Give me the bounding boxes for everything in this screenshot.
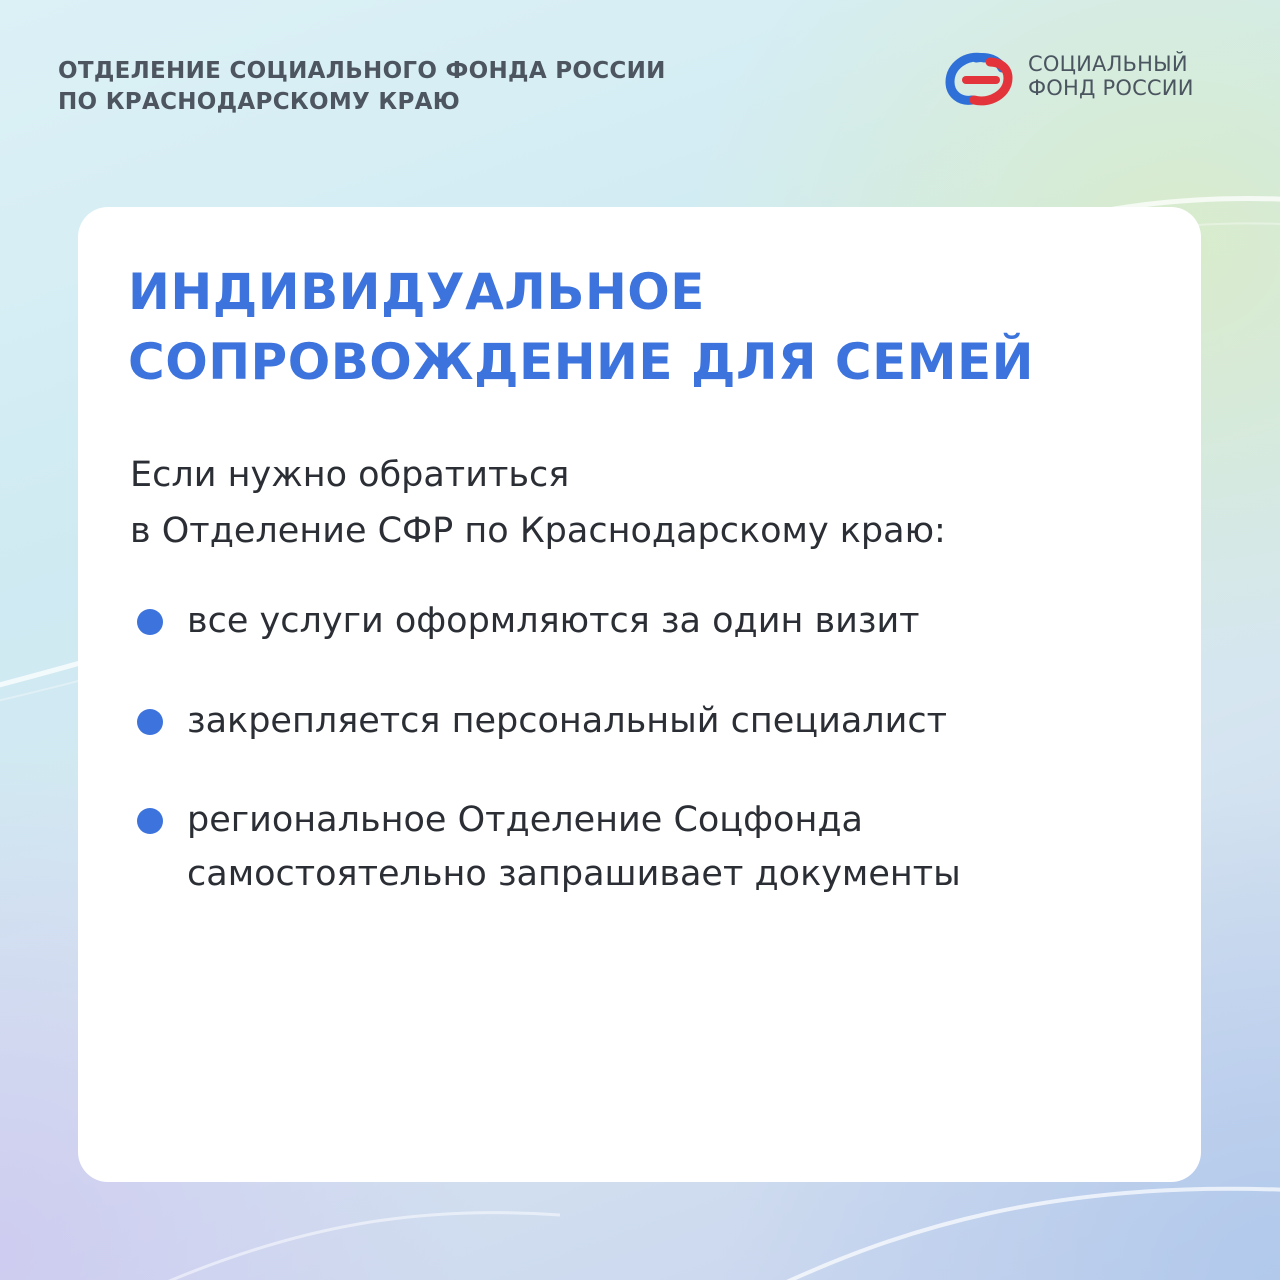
card-heading	[128, 257, 1034, 397]
content-card	[78, 207, 1201, 1182]
intro-line1: Если нужно обратиться	[130, 455, 570, 495]
organization-title-line2: ПО КРАСНОДАРСКОМУ КРАЮ	[58, 89, 461, 115]
list-item-text	[187, 793, 961, 901]
bullet-dot-icon	[137, 808, 163, 834]
intro-line2: в Отделение СФР по Краснодарскому краю:	[130, 511, 946, 551]
card-heading-line1: ИНДИВИДУАЛЬНОЕ	[128, 263, 705, 321]
list-item-text	[187, 694, 947, 748]
bullet-dot-icon	[137, 709, 163, 735]
list-item-line2: самостоятельно запрашивает документы	[187, 854, 961, 894]
list-item-line1: все услуги оформляются за один визит	[187, 601, 920, 641]
sfr-logo	[944, 50, 1234, 110]
bullet-dot-icon	[137, 609, 163, 635]
intro-text	[130, 447, 946, 559]
sfr-logo-icon	[944, 50, 1016, 108]
card-heading-line2: СОПРОВОЖДЕНИЕ ДЛЯ СЕМЕЙ	[128, 333, 1035, 391]
logo-line2: ФОНД РОССИИ	[1028, 76, 1194, 100]
list-item-line1: закрепляется персональный специалист	[187, 701, 948, 741]
organization-title-line1: ОТДЕЛЕНИЕ СОЦИАЛЬНОГО ФОНДА РОССИИ	[58, 58, 666, 84]
list-item-line1: региональное Отделение Соцфонда	[187, 800, 863, 840]
organization-title	[58, 56, 666, 118]
list-item-text	[187, 594, 920, 648]
logo-wordmark	[1028, 52, 1194, 100]
logo-line1: СОЦИАЛЬНЫЙ	[1028, 52, 1188, 76]
